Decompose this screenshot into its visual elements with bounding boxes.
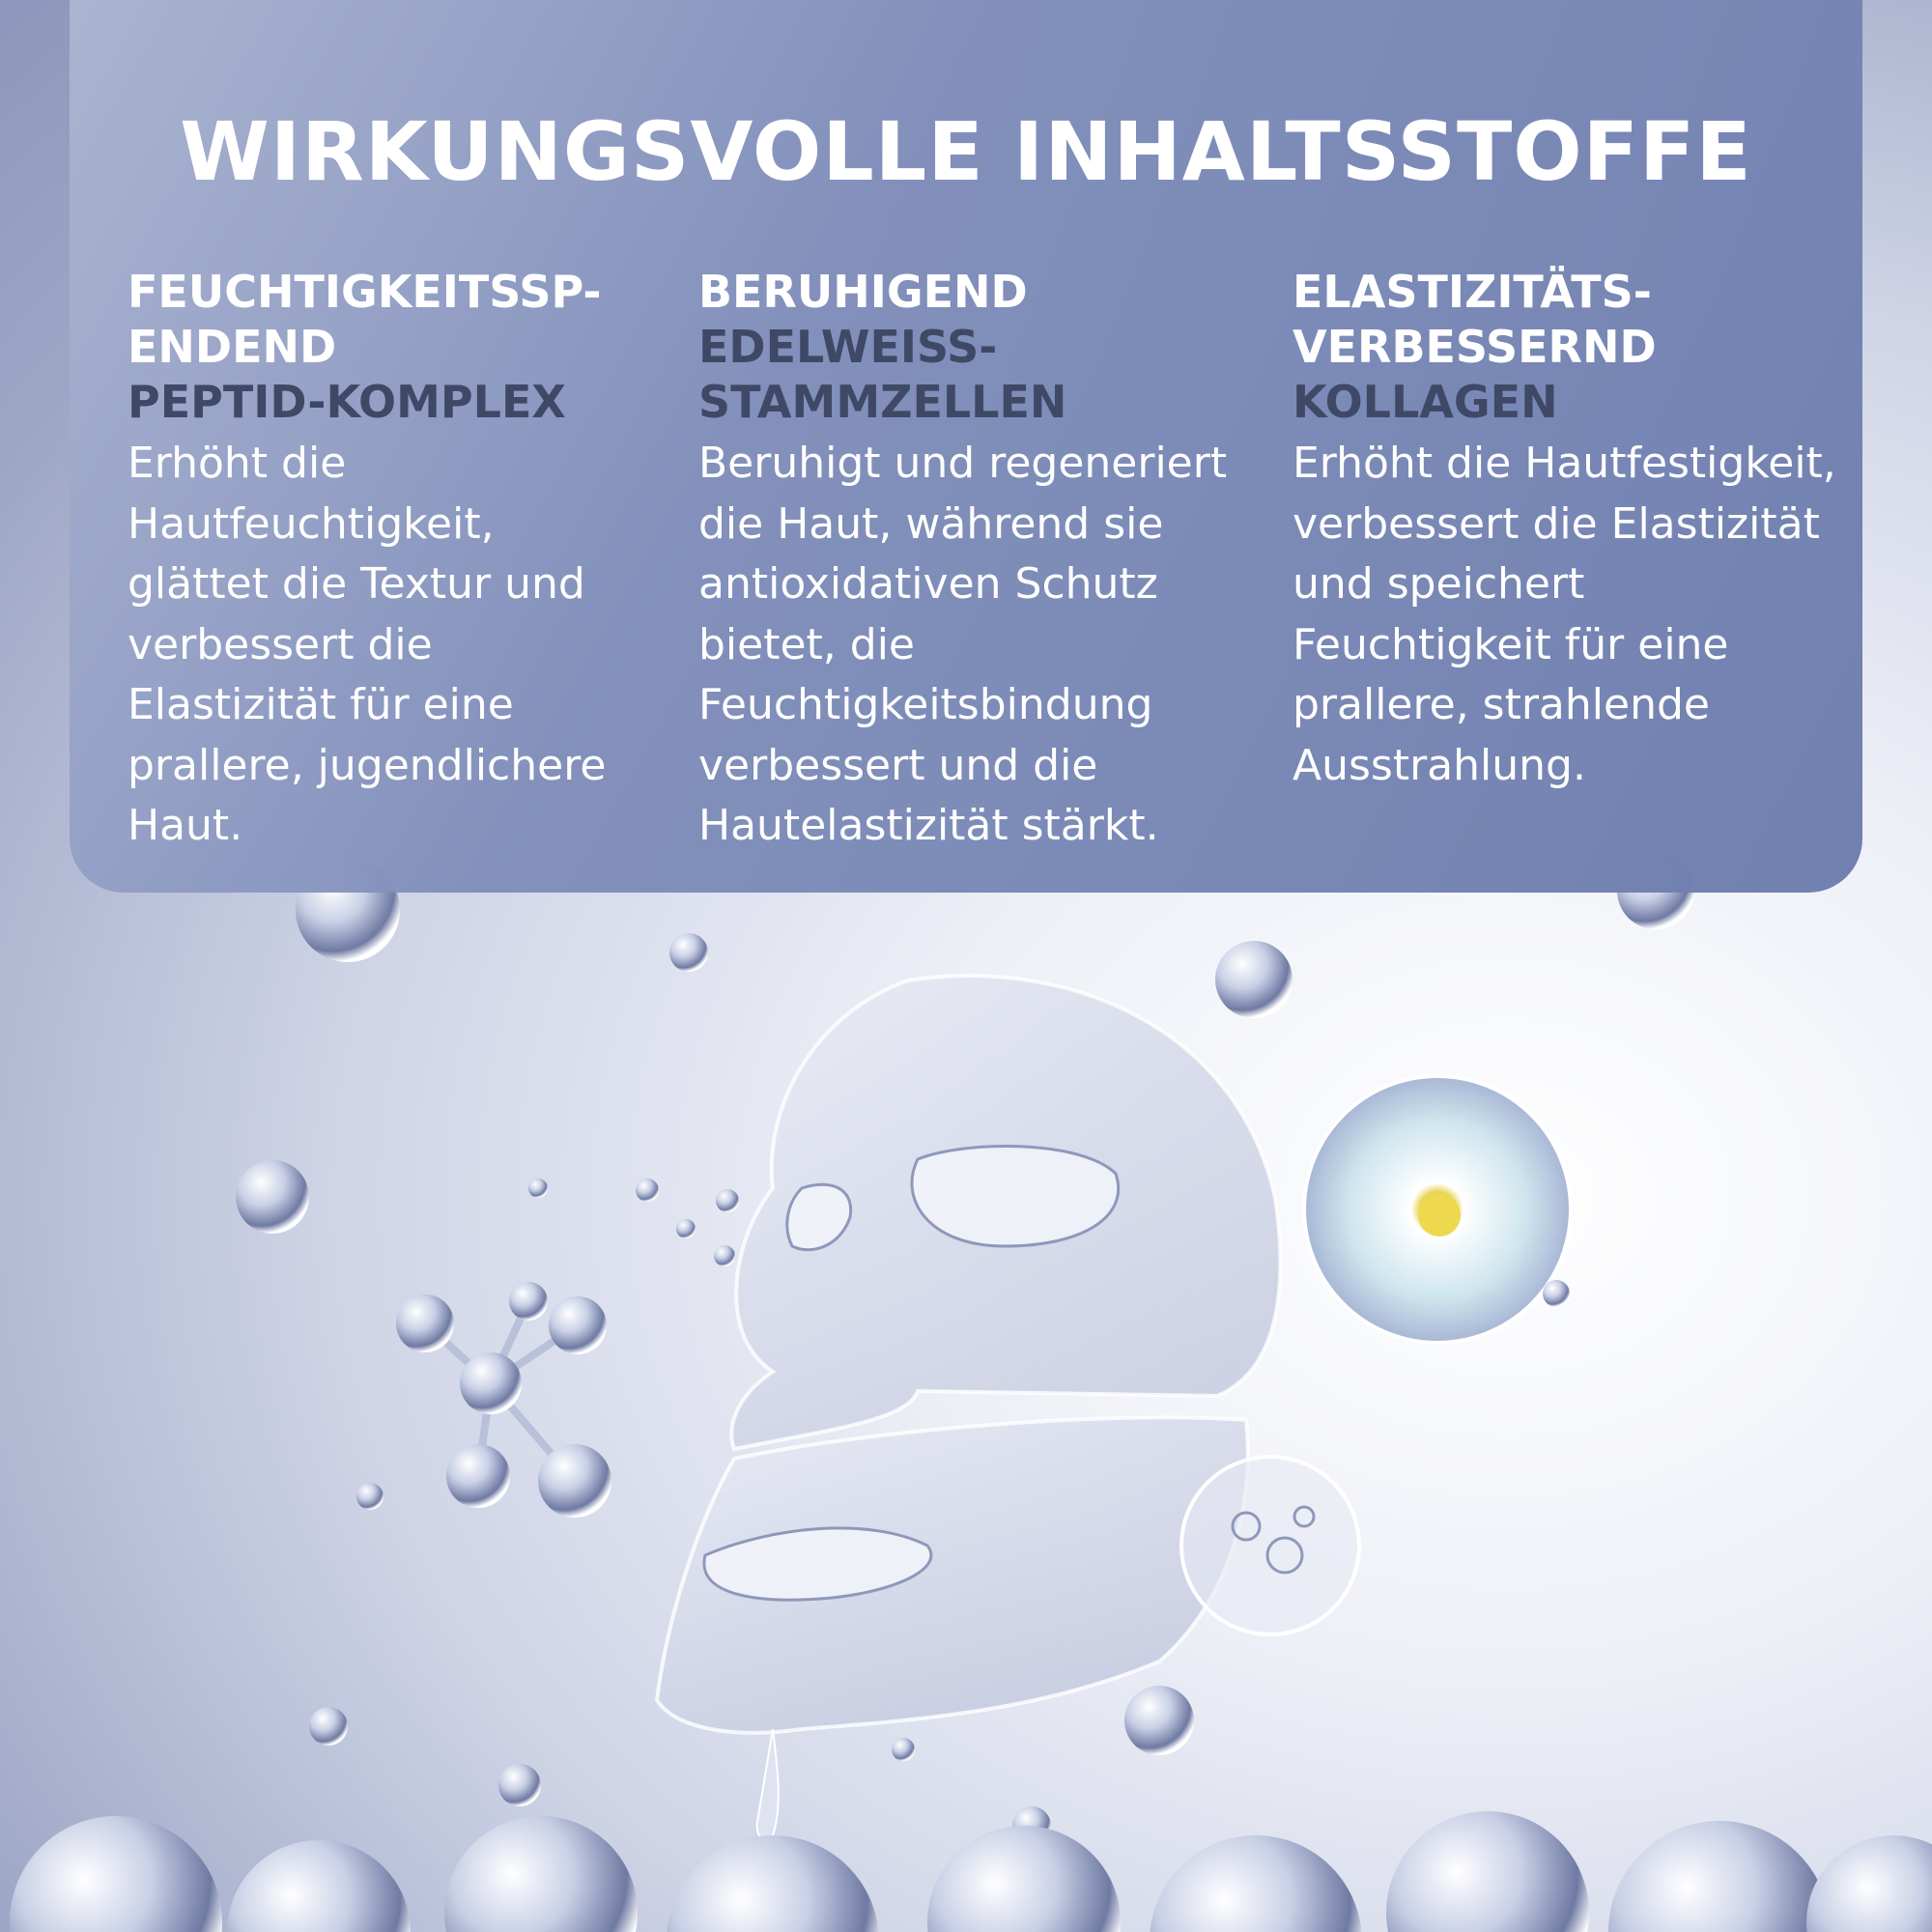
ingredient-name: PEPTID-KOMPLEX bbox=[128, 376, 566, 428]
ingredient-column-edelweiss bbox=[698, 265, 1259, 857]
ingredient-name: EDELWEISS- STAMMZELLEN bbox=[698, 321, 1067, 428]
ingredient-description: Erhöht die Hautfestigkeit, verbessert die Elastizität und speichert Feuchtigkeit für eine prallere, strahlende Ausstrahlung. bbox=[1293, 439, 1836, 790]
ingredient-description: Beruhigt und regeneriert die Haut, während sie antioxidativen Schutz bietet, die Feuchtigkeitsbindung verbessert und die Hautelastizität stärkt. bbox=[698, 439, 1228, 850]
benefit-heading: BERUHIGEND bbox=[698, 266, 1028, 318]
ingredient-column-peptide bbox=[128, 265, 688, 857]
page-title: WIRKUNGSVOLLE INHALTSSTOFFE bbox=[180, 104, 1752, 199]
edelweiss-flower-icon bbox=[1304, 1076, 1571, 1343]
ingredient-description: Erhöht die Hautfeuchtigkeit, glättet die Textur und verbessert die Elastizität für eine prallere, jugendlichere Haut. bbox=[128, 439, 607, 850]
ingredient-column-collagen bbox=[1293, 265, 1872, 796]
benefit-heading: FEUCHTIGKEITSSP- ENDEND bbox=[128, 266, 602, 373]
ingredient-name: KOLLAGEN bbox=[1293, 376, 1558, 428]
benefit-heading: ELASTIZITÄTS- VERBESSERND bbox=[1293, 266, 1657, 373]
water-bubble-icon bbox=[1181, 1457, 1359, 1634]
